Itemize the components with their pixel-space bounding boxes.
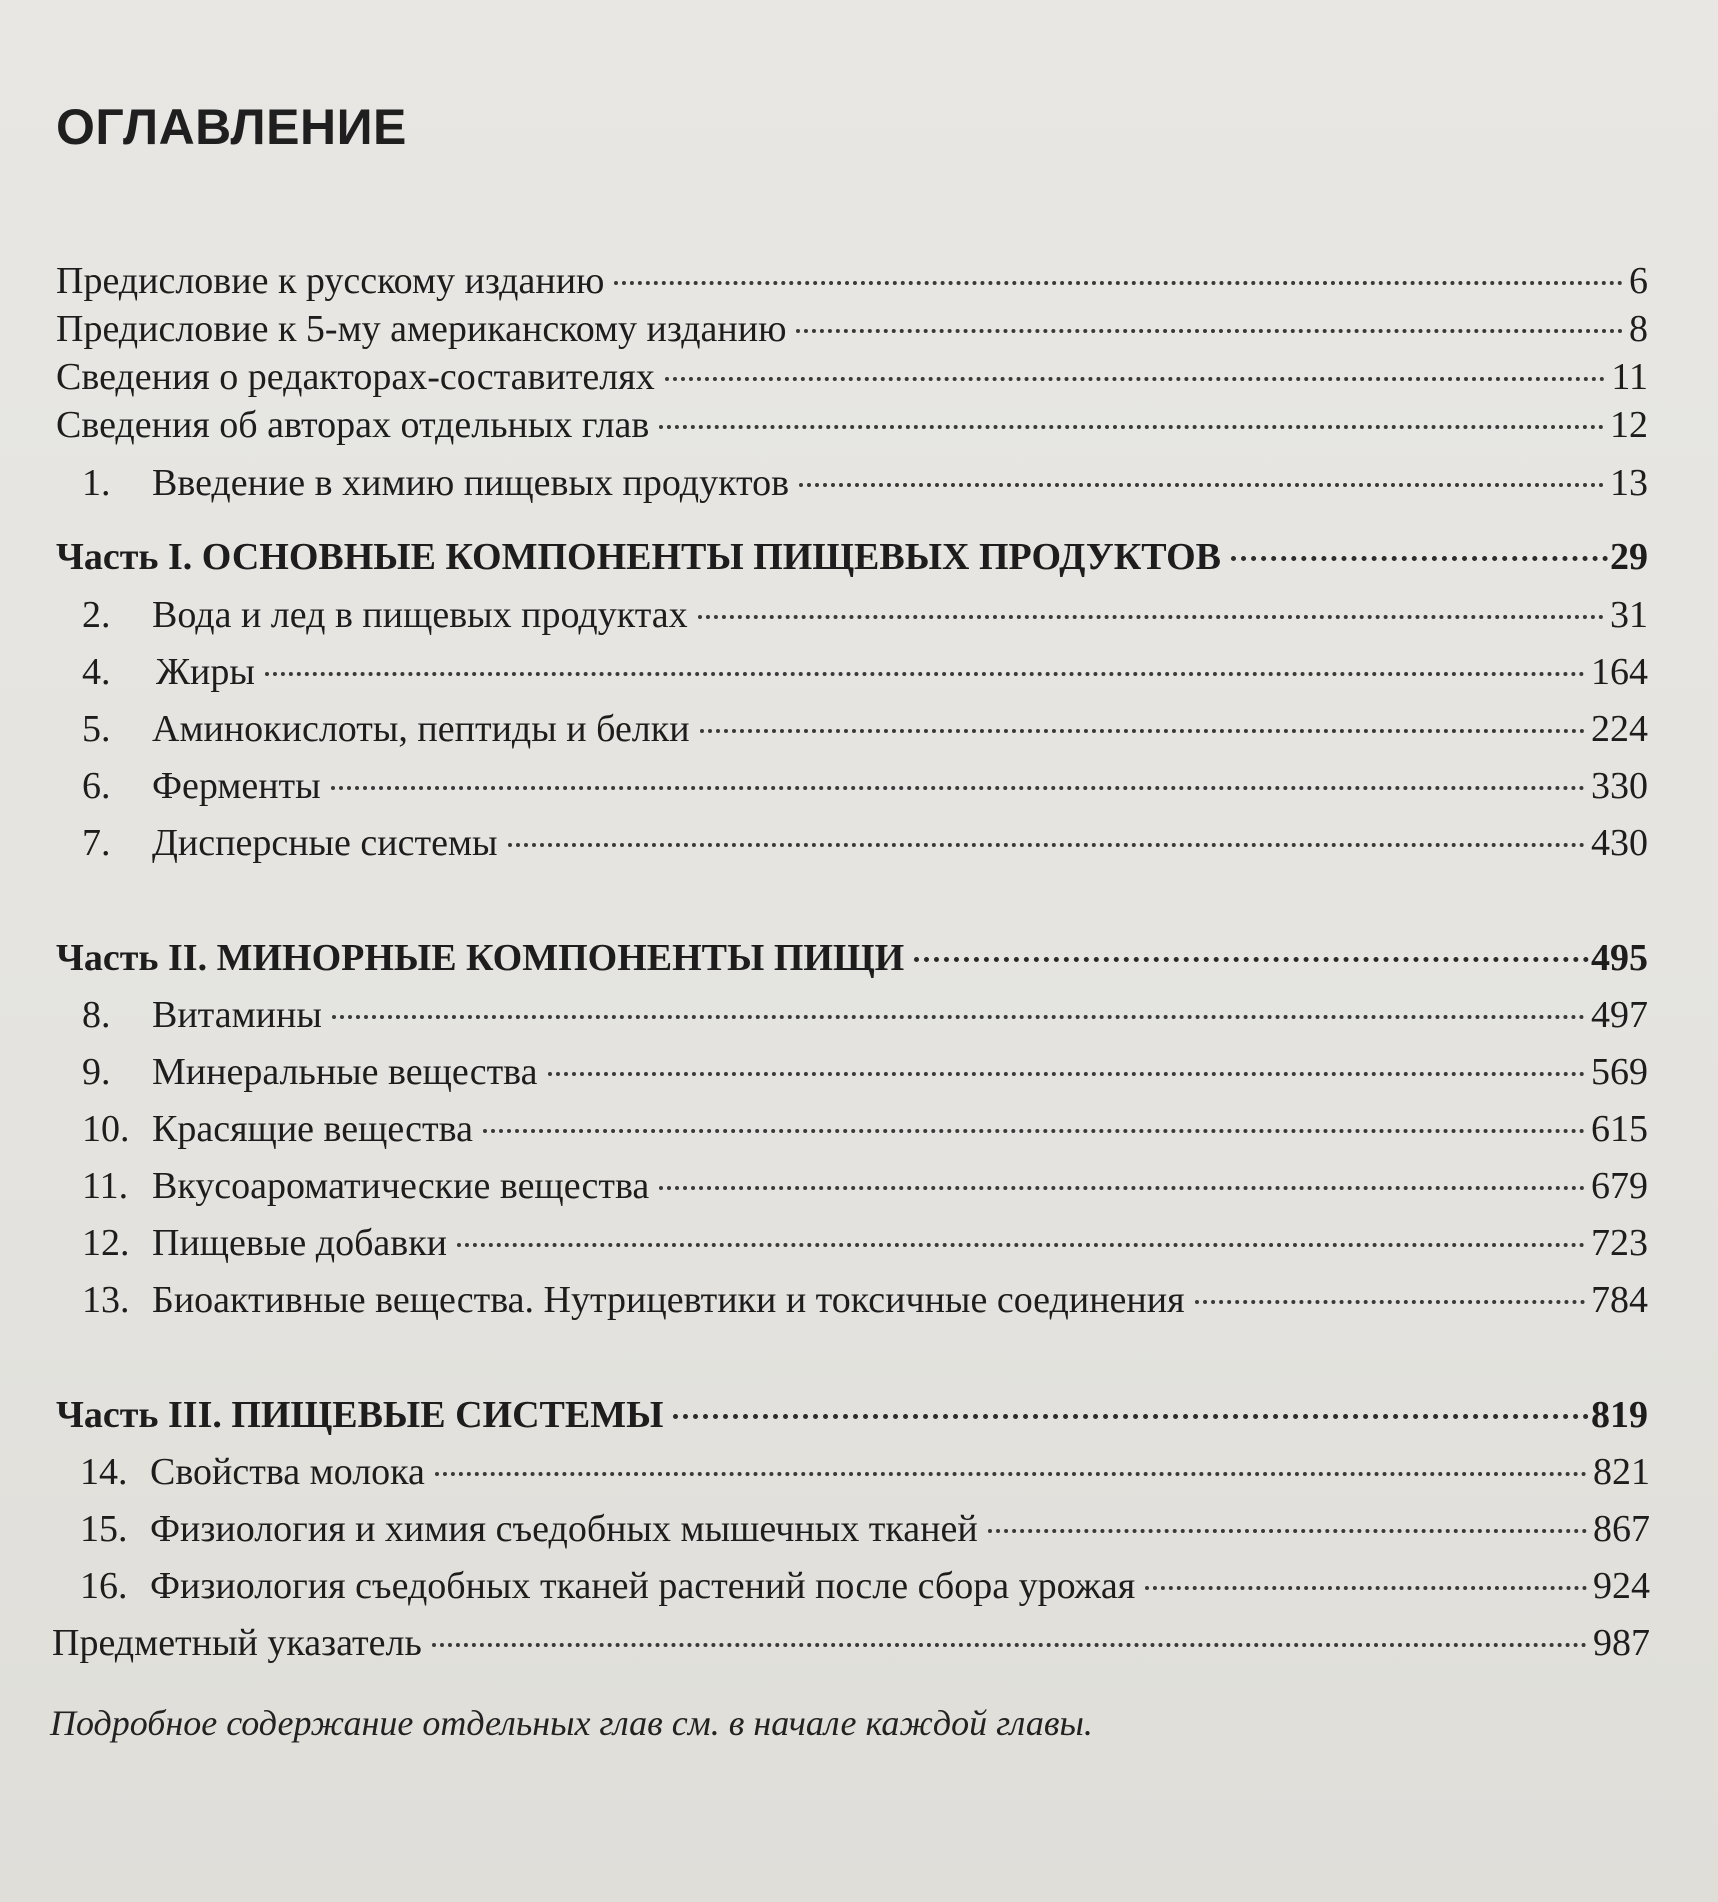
toc-chapter-5[interactable] bbox=[82, 704, 1648, 754]
toc-part-2[interactable] bbox=[56, 933, 1648, 983]
leader-dots bbox=[659, 425, 1604, 429]
toc-chapter-13[interactable] bbox=[82, 1275, 1648, 1325]
toc-entry-label: Витамины bbox=[152, 994, 322, 1036]
toc-entry-page: 11 bbox=[1611, 356, 1648, 398]
leader-dots bbox=[698, 615, 1604, 619]
toc-entry-preface-american[interactable] bbox=[56, 304, 1648, 354]
toc-entry-authors[interactable] bbox=[56, 400, 1648, 450]
leader-dots bbox=[799, 483, 1604, 487]
toc-entry-label: Красящие вещества bbox=[152, 1108, 473, 1150]
toc-chapter-12[interactable] bbox=[82, 1218, 1648, 1268]
leader-dots bbox=[508, 843, 1585, 847]
leader-dots bbox=[265, 672, 1585, 676]
toc-entry-label: Пищевые добавки bbox=[152, 1222, 448, 1264]
toc-chapter-7[interactable] bbox=[82, 818, 1648, 868]
toc-entry-label: Ферменты bbox=[152, 765, 321, 807]
chapter-number: 1. bbox=[82, 462, 111, 504]
footnote: Подробное содержание отдельных глав см. в начале каждой главы. bbox=[50, 1703, 1093, 1743]
leader-dots bbox=[914, 957, 1589, 962]
toc-entry-label: Предисловие к русскому изданию bbox=[56, 260, 605, 302]
toc-chapter-8[interactable] bbox=[82, 990, 1648, 1040]
chapter-number: 7. bbox=[82, 822, 111, 864]
toc-entry-page: 8 bbox=[1629, 308, 1648, 350]
toc-chapter-1[interactable] bbox=[82, 458, 1648, 508]
toc-entry-page: 12 bbox=[1610, 404, 1648, 446]
toc-entry-label: Сведения об авторах отдельных глав bbox=[56, 404, 650, 446]
toc-entry-label: Сведения о редакторах-составителях bbox=[56, 356, 655, 398]
leader-dots bbox=[796, 329, 1623, 333]
toc-entry-label: Вкусоароматические вещества bbox=[152, 1165, 650, 1207]
chapter-number: 14. bbox=[80, 1451, 128, 1493]
toc-entry-label: Свойства молока bbox=[150, 1451, 425, 1493]
toc-entry-page: 31 bbox=[1610, 594, 1648, 636]
part-label: Часть II. МИНОРНЫЕ КОМПОНЕНТЫ ПИЩИ bbox=[56, 937, 905, 979]
leader-dots bbox=[332, 1015, 1585, 1019]
leader-dots bbox=[673, 1414, 1589, 1419]
chapter-number: 6. bbox=[82, 765, 111, 807]
toc-part-1[interactable] bbox=[56, 532, 1648, 582]
leader-dots bbox=[1195, 1300, 1585, 1304]
toc-entry-page: 821 bbox=[1593, 1451, 1650, 1493]
toc-chapter-11[interactable] bbox=[82, 1161, 1648, 1211]
toc-entry-editors[interactable] bbox=[56, 352, 1648, 402]
toc-entry-page: 569 bbox=[1591, 1051, 1648, 1093]
chapter-number: 8. bbox=[82, 994, 111, 1036]
toc-chapter-15[interactable] bbox=[80, 1504, 1650, 1554]
leader-dots bbox=[614, 281, 1623, 285]
toc-entry-page: 6 bbox=[1629, 260, 1648, 302]
toc-chapter-6[interactable] bbox=[82, 761, 1648, 811]
leader-dots bbox=[432, 1643, 1587, 1647]
toc-entry-page: 615 bbox=[1591, 1108, 1648, 1150]
toc-chapter-4[interactable] bbox=[82, 647, 1648, 697]
toc-entry-page: 13 bbox=[1610, 462, 1648, 504]
toc-entry-page: 330 bbox=[1591, 765, 1648, 807]
toc-entry-label: Аминокислоты, пептиды и белки bbox=[152, 708, 690, 750]
toc-entry-page: 924 bbox=[1593, 1565, 1650, 1607]
chapter-number: 16. bbox=[80, 1565, 128, 1607]
toc-entry-page: 497 bbox=[1591, 994, 1648, 1036]
toc-chapter-14[interactable] bbox=[80, 1447, 1650, 1497]
leader-dots bbox=[665, 377, 1606, 381]
leader-dots bbox=[457, 1243, 1585, 1247]
toc-entry-label: Физиология и химия съедобных мышечных тканей bbox=[150, 1508, 978, 1550]
chapter-number: 10. bbox=[82, 1108, 130, 1150]
leader-dots bbox=[988, 1529, 1587, 1533]
toc-entry-label: Жиры bbox=[156, 651, 255, 693]
chapter-number: 11. bbox=[82, 1165, 129, 1207]
toc-part-3[interactable] bbox=[56, 1390, 1648, 1440]
toc-entry-label: Физиология съедобных тканей растений после сбора урожая bbox=[150, 1565, 1136, 1607]
toc-entry-label: Предметный указатель bbox=[52, 1622, 422, 1664]
toc-chapter-2[interactable] bbox=[82, 590, 1648, 640]
leader-dots bbox=[331, 786, 1585, 790]
toc-entry-subject-index[interactable] bbox=[52, 1618, 1650, 1668]
toc-entry-page: 867 bbox=[1593, 1508, 1650, 1550]
toc-entry-label: Вода и лед в пищевых продуктах bbox=[152, 594, 688, 636]
part-page: 29 bbox=[1610, 536, 1648, 578]
chapter-number: 15. bbox=[80, 1508, 128, 1550]
part-page: 819 bbox=[1591, 1394, 1648, 1436]
toc-entry-page: 987 bbox=[1593, 1622, 1650, 1664]
part-page: 495 bbox=[1591, 937, 1648, 979]
toc-chapter-10[interactable] bbox=[82, 1104, 1648, 1154]
toc-entry-page: 224 bbox=[1591, 708, 1648, 750]
chapter-number: 2. bbox=[82, 594, 111, 636]
part-label: Часть III. ПИЩЕВЫЕ СИСТЕМЫ bbox=[56, 1394, 664, 1436]
part-label: Часть I. ОСНОВНЫЕ КОМПОНЕНТЫ ПИЩЕВЫХ ПРОДУКТОВ bbox=[56, 536, 1222, 578]
leader-dots bbox=[659, 1186, 1585, 1190]
toc-chapter-16[interactable] bbox=[80, 1561, 1650, 1611]
toc-entry-page: 164 bbox=[1591, 651, 1648, 693]
toc-entry-label: Дисперсные системы bbox=[152, 822, 498, 864]
toc-entry-page: 430 bbox=[1591, 822, 1648, 864]
page-title: ОГЛАВЛЕНИЕ bbox=[56, 99, 407, 155]
toc-entry-label: Биоактивные вещества. Нутрицевтики и токсичные соединения bbox=[152, 1279, 1185, 1321]
leader-dots bbox=[483, 1129, 1585, 1133]
chapter-number: 4. bbox=[82, 651, 111, 693]
toc-chapter-9[interactable] bbox=[82, 1047, 1648, 1097]
leader-dots bbox=[435, 1472, 1587, 1476]
toc-entry-page: 784 bbox=[1591, 1279, 1648, 1321]
chapter-number: 5. bbox=[82, 708, 111, 750]
toc-entry-page: 679 bbox=[1591, 1165, 1648, 1207]
toc-entry-label: Предисловие к 5-му американскому изданию bbox=[56, 308, 787, 350]
toc-entry-label: Минеральные вещества bbox=[152, 1051, 538, 1093]
chapter-number: 13. bbox=[82, 1279, 130, 1321]
toc-entry-preface-russian[interactable] bbox=[56, 256, 1648, 306]
chapter-number: 9. bbox=[82, 1051, 111, 1093]
leader-dots bbox=[1231, 556, 1608, 561]
leader-dots bbox=[1145, 1586, 1587, 1590]
toc-entry-page: 723 bbox=[1591, 1222, 1648, 1264]
leader-dots bbox=[548, 1072, 1586, 1076]
toc-entry-label: Введение в химию пищевых продуктов bbox=[152, 462, 790, 504]
leader-dots bbox=[700, 729, 1585, 733]
chapter-number: 12. bbox=[82, 1222, 130, 1264]
